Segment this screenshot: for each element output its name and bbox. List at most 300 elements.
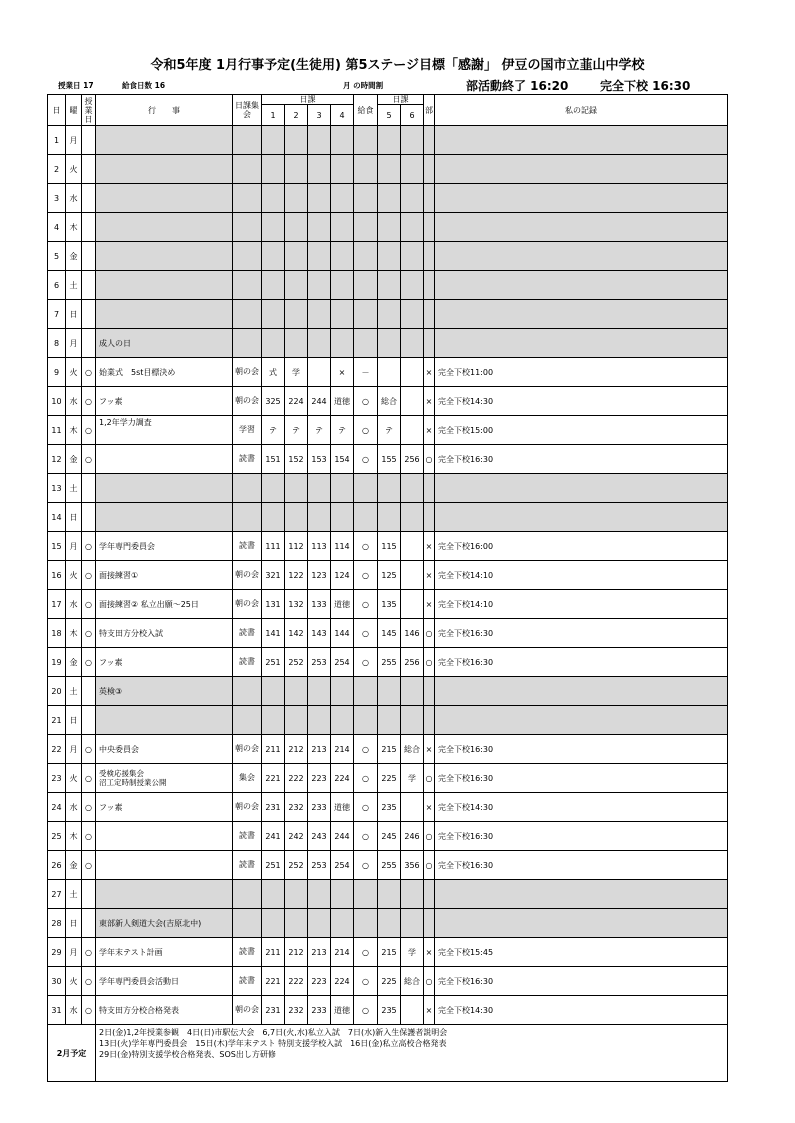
assembly: [233, 503, 262, 532]
day-number: 2: [48, 155, 66, 184]
period-5: [378, 329, 401, 358]
period-6: 学: [401, 938, 424, 967]
period-4: 道徳: [331, 996, 354, 1025]
period-6: 学: [401, 764, 424, 793]
lunch-mark: ○: [354, 416, 378, 445]
lunch-mark: [354, 880, 378, 909]
club-mark: ○: [424, 822, 435, 851]
weekday: 土: [66, 474, 82, 503]
weekday: 日: [66, 909, 82, 938]
period-4: 224: [331, 764, 354, 793]
col-weekday-header: 曜: [66, 95, 82, 126]
period-6: [401, 909, 424, 938]
notes: [435, 271, 728, 300]
february-label: 2月予定: [48, 1025, 96, 1082]
period-4: [331, 880, 354, 909]
period-1: 131: [262, 590, 285, 619]
weekday: 月: [66, 938, 82, 967]
event: [96, 822, 233, 851]
february-schedule: [96, 1025, 728, 1082]
period-2: 222: [285, 967, 308, 996]
period-2: 212: [285, 938, 308, 967]
day-number: 10: [48, 387, 66, 416]
notes: 完全下校15:45: [435, 938, 728, 967]
weekday: 木: [66, 416, 82, 445]
assembly: [233, 242, 262, 271]
period-1: 221: [262, 764, 285, 793]
day-number: 25: [48, 822, 66, 851]
period-6: [401, 416, 424, 445]
period-1: [262, 242, 285, 271]
period-5: 255: [378, 851, 401, 880]
weekday: 金: [66, 242, 82, 271]
assembly: 朝の会: [233, 996, 262, 1025]
col-event-header: 行 事: [96, 95, 233, 126]
class-day-mark: ○: [82, 619, 96, 648]
period-4: 154: [331, 445, 354, 474]
table-row: [48, 300, 728, 329]
period-6: [401, 503, 424, 532]
notes: [435, 503, 728, 532]
event: 特支田方分校入試: [96, 619, 233, 648]
period-1: [262, 300, 285, 329]
day-number: 8: [48, 329, 66, 358]
event: [96, 300, 233, 329]
class-day-mark: ○: [82, 416, 96, 445]
class-day-mark: [82, 155, 96, 184]
event: [96, 126, 233, 155]
assembly: 朝の会: [233, 793, 262, 822]
club-mark: [424, 271, 435, 300]
col-periods-pm-header: 日課: [378, 95, 424, 105]
period-3: 223: [308, 967, 331, 996]
period-3: [308, 271, 331, 300]
class-day-mark: ○: [82, 358, 96, 387]
period-3: 233: [308, 996, 331, 1025]
table-row: [48, 155, 728, 184]
class-day-mark: [82, 271, 96, 300]
period-5: [378, 706, 401, 735]
notes: 完全下校14:30: [435, 387, 728, 416]
col-day-header: 日: [48, 95, 66, 126]
period-4: 道徳: [331, 793, 354, 822]
period-1: 151: [262, 445, 285, 474]
weekday: 水: [66, 793, 82, 822]
col-p1-header: 1: [262, 105, 285, 126]
day-number: 20: [48, 677, 66, 706]
period-1: [262, 909, 285, 938]
table-row: [48, 880, 728, 909]
lunch-mark: ○: [354, 764, 378, 793]
weekday: 金: [66, 648, 82, 677]
period-3: [308, 213, 331, 242]
period-5: 125: [378, 561, 401, 590]
class-days-count: 授業日 17: [58, 81, 94, 90]
day-number: 17: [48, 590, 66, 619]
event: [96, 706, 233, 735]
weekday: 火: [66, 155, 82, 184]
notes: [435, 474, 728, 503]
period-4: [331, 706, 354, 735]
day-number: 18: [48, 619, 66, 648]
weekday: 木: [66, 213, 82, 242]
period-3: 113: [308, 532, 331, 561]
period-3: 243: [308, 822, 331, 851]
notes: 完全下校14:30: [435, 793, 728, 822]
col-periods-am-header: 日課: [262, 95, 354, 105]
weekday: 火: [66, 561, 82, 590]
assembly: [233, 880, 262, 909]
club-mark: ○: [424, 648, 435, 677]
period-6: [401, 184, 424, 213]
day-number: 31: [48, 996, 66, 1025]
period-1: 231: [262, 996, 285, 1025]
period-5: 235: [378, 793, 401, 822]
club-mark: ×: [424, 387, 435, 416]
february-line-3: 29日(金)特別支援学校合格発表、SOS出し方研修: [99, 1050, 276, 1059]
period-4: 道徳: [331, 387, 354, 416]
period-2: 142: [285, 619, 308, 648]
assembly: [233, 706, 262, 735]
period-6: [401, 242, 424, 271]
event: フッ素: [96, 793, 233, 822]
day-number: 9: [48, 358, 66, 387]
club-mark: [424, 184, 435, 213]
period-4: 224: [331, 967, 354, 996]
event: 英検③: [96, 677, 233, 706]
day-number: 12: [48, 445, 66, 474]
period-2: 222: [285, 764, 308, 793]
table-row: [48, 793, 728, 822]
period-6: [401, 271, 424, 300]
assembly: 読書: [233, 938, 262, 967]
table-row: [48, 358, 728, 387]
assembly: 読書: [233, 967, 262, 996]
table-row: [48, 387, 728, 416]
period-5: 225: [378, 764, 401, 793]
lunch-mark: [354, 706, 378, 735]
period-6: 総合: [401, 967, 424, 996]
page-title: 令和5年度 1月行事予定(生徒用) 第5ステージ目標「感謝」 伊豆の国市立韮山中学校: [150, 58, 645, 73]
club-mark: ○: [424, 851, 435, 880]
class-day-mark: [82, 677, 96, 706]
club-mark: [424, 503, 435, 532]
day-number: 28: [48, 909, 66, 938]
day-number: 22: [48, 735, 66, 764]
day-number: 19: [48, 648, 66, 677]
day-number: 4: [48, 213, 66, 242]
period-5: [378, 184, 401, 213]
class-day-mark: ○: [82, 938, 96, 967]
event: [96, 271, 233, 300]
period-5: [378, 474, 401, 503]
club-mark: [424, 155, 435, 184]
class-day-mark: ○: [82, 735, 96, 764]
period-5: [378, 503, 401, 532]
period-4: 244: [331, 822, 354, 851]
period-2: [285, 126, 308, 155]
period-2: [285, 213, 308, 242]
period-5: 215: [378, 735, 401, 764]
period-2: [285, 242, 308, 271]
event: 中央委員会: [96, 735, 233, 764]
day-number: 15: [48, 532, 66, 561]
weekday: 木: [66, 822, 82, 851]
weekday: 水: [66, 184, 82, 213]
period-6: [401, 996, 424, 1025]
period-6: [401, 793, 424, 822]
period-6: 246: [401, 822, 424, 851]
col-p4-header: 4: [331, 105, 354, 126]
col-p5-header: 5: [378, 105, 401, 126]
table-row: [48, 503, 728, 532]
weekday: 土: [66, 677, 82, 706]
period-4: [331, 503, 354, 532]
club-mark: [424, 706, 435, 735]
club-mark: [424, 677, 435, 706]
period-4: 114: [331, 532, 354, 561]
period-4: [331, 300, 354, 329]
assembly: [233, 300, 262, 329]
event: [96, 184, 233, 213]
assembly: 朝の会: [233, 735, 262, 764]
lunch-mark: ○: [354, 851, 378, 880]
lunch-days-count: 給食日数 16: [122, 81, 166, 90]
weekday: 水: [66, 590, 82, 619]
period-2: [285, 329, 308, 358]
period-3: 253: [308, 648, 331, 677]
period-1: [262, 126, 285, 155]
day-number: 11: [48, 416, 66, 445]
period-6: [401, 155, 424, 184]
period-6: [401, 590, 424, 619]
lunch-mark: ○: [354, 996, 378, 1025]
assembly: [233, 474, 262, 503]
class-day-mark: [82, 503, 96, 532]
lunch-mark: ○: [354, 445, 378, 474]
period-1: [262, 184, 285, 213]
notes: 完全下校15:00: [435, 416, 728, 445]
assembly: 読書: [233, 822, 262, 851]
period-1: [262, 329, 285, 358]
period-6: [401, 300, 424, 329]
table-row: [48, 329, 728, 358]
weekday: 金: [66, 851, 82, 880]
class-day-mark: [82, 242, 96, 271]
notes: [435, 155, 728, 184]
period-4: 254: [331, 851, 354, 880]
class-day-mark: [82, 126, 96, 155]
period-6: [401, 387, 424, 416]
table-row: [48, 822, 728, 851]
club-mark: [424, 300, 435, 329]
period-5: 245: [378, 822, 401, 851]
day-number: 24: [48, 793, 66, 822]
lunch-mark: [354, 300, 378, 329]
lunch-mark: [354, 271, 378, 300]
class-day-mark: [82, 300, 96, 329]
period-1: 231: [262, 793, 285, 822]
class-day-mark: [82, 706, 96, 735]
assembly: 朝の会: [233, 387, 262, 416]
event: 東部新人剣道大会(吉原北中): [96, 909, 233, 938]
weekday: 火: [66, 967, 82, 996]
period-3: 153: [308, 445, 331, 474]
period-1: 211: [262, 938, 285, 967]
day-number: 26: [48, 851, 66, 880]
class-day-mark: ○: [82, 996, 96, 1025]
lunch-mark: [354, 126, 378, 155]
day-number: 16: [48, 561, 66, 590]
table-row: [48, 590, 728, 619]
period-1: [262, 213, 285, 242]
lunch-mark: ○: [354, 387, 378, 416]
period-3: [308, 358, 331, 387]
period-3: [308, 242, 331, 271]
assembly: [233, 271, 262, 300]
period-5: [378, 677, 401, 706]
club-mark: [424, 474, 435, 503]
notes: 完全下校16:30: [435, 648, 728, 677]
notes: 完全下校16:30: [435, 764, 728, 793]
lunch-mark: ○: [354, 619, 378, 648]
weekday: 火: [66, 764, 82, 793]
period-4: 214: [331, 735, 354, 764]
col-p6-header: 6: [401, 105, 424, 126]
event: 始業式 5st目標決め: [96, 358, 233, 387]
assembly: [233, 126, 262, 155]
period-6: [401, 561, 424, 590]
assembly: [233, 329, 262, 358]
class-day-mark: ○: [82, 764, 96, 793]
day-number: 29: [48, 938, 66, 967]
period-4: [331, 909, 354, 938]
period-3: 143: [308, 619, 331, 648]
period-6: [401, 213, 424, 242]
day-number: 23: [48, 764, 66, 793]
period-2: 232: [285, 793, 308, 822]
club-mark: [424, 909, 435, 938]
notes: [435, 126, 728, 155]
club-mark: [424, 329, 435, 358]
event: 1,2年学力調査: [96, 416, 233, 445]
period-2: 224: [285, 387, 308, 416]
assembly: 朝の会: [233, 358, 262, 387]
period-2: 252: [285, 851, 308, 880]
class-day-mark: ○: [82, 822, 96, 851]
club-mark: ×: [424, 735, 435, 764]
period-4: [331, 242, 354, 271]
period-5: 115: [378, 532, 401, 561]
period-4: [331, 184, 354, 213]
table-row: [48, 126, 728, 155]
class-day-mark: [82, 329, 96, 358]
period-4: [331, 474, 354, 503]
table-row: [48, 677, 728, 706]
assembly: 読書: [233, 851, 262, 880]
schedule-table: [47, 94, 728, 1082]
notes: [435, 184, 728, 213]
period-4: テ: [331, 416, 354, 445]
day-number: 30: [48, 967, 66, 996]
event: 成人の日: [96, 329, 233, 358]
table-row: [48, 735, 728, 764]
weekday: 火: [66, 358, 82, 387]
period-6: [401, 126, 424, 155]
period-2: [285, 271, 308, 300]
period-5: [378, 213, 401, 242]
period-1: [262, 880, 285, 909]
notes: [435, 300, 728, 329]
notes: 完全下校14:30: [435, 996, 728, 1025]
event: [96, 880, 233, 909]
period-3: [308, 155, 331, 184]
period-2: 152: [285, 445, 308, 474]
col-p2-header: 2: [285, 105, 308, 126]
club-mark: ×: [424, 996, 435, 1025]
period-2: [285, 677, 308, 706]
period-3: [308, 300, 331, 329]
notes: 完全下校16:30: [435, 822, 728, 851]
col-assembly-header: 日課集会: [233, 95, 262, 126]
lunch-mark: [354, 677, 378, 706]
day-number: 6: [48, 271, 66, 300]
period-5: 235: [378, 996, 401, 1025]
lunch-mark: ○: [354, 735, 378, 764]
event: [96, 155, 233, 184]
lunch-mark: [354, 503, 378, 532]
table-row: [48, 184, 728, 213]
period-2: [285, 474, 308, 503]
period-1: [262, 503, 285, 532]
day-number: 5: [48, 242, 66, 271]
period-3: [308, 503, 331, 532]
lunch-mark: －: [354, 358, 378, 387]
period-5: 215: [378, 938, 401, 967]
period-3: 123: [308, 561, 331, 590]
period-1: 241: [262, 822, 285, 851]
assembly: 読書: [233, 532, 262, 561]
assembly: [233, 155, 262, 184]
period-3: 244: [308, 387, 331, 416]
club-mark: [424, 242, 435, 271]
day-number: 13: [48, 474, 66, 503]
full-dismissal-time: 完全下校 16:30: [600, 79, 691, 93]
period-2: 122: [285, 561, 308, 590]
period-4: [331, 126, 354, 155]
table-row: [48, 619, 728, 648]
club-mark: [424, 126, 435, 155]
club-mark: ×: [424, 416, 435, 445]
period-6: 146: [401, 619, 424, 648]
period-2: 242: [285, 822, 308, 851]
table-row: [48, 416, 728, 445]
day-number: 3: [48, 184, 66, 213]
club-mark: ×: [424, 358, 435, 387]
table-row: [48, 996, 728, 1025]
period-4: 214: [331, 938, 354, 967]
day-number: 1: [48, 126, 66, 155]
period-2: [285, 706, 308, 735]
period-5: テ: [378, 416, 401, 445]
class-day-mark: ○: [82, 532, 96, 561]
period-1: 251: [262, 851, 285, 880]
class-day-mark: [82, 909, 96, 938]
notes: 完全下校16:30: [435, 967, 728, 996]
notes: 完全下校16:30: [435, 851, 728, 880]
period-2: [285, 909, 308, 938]
period-1: [262, 474, 285, 503]
